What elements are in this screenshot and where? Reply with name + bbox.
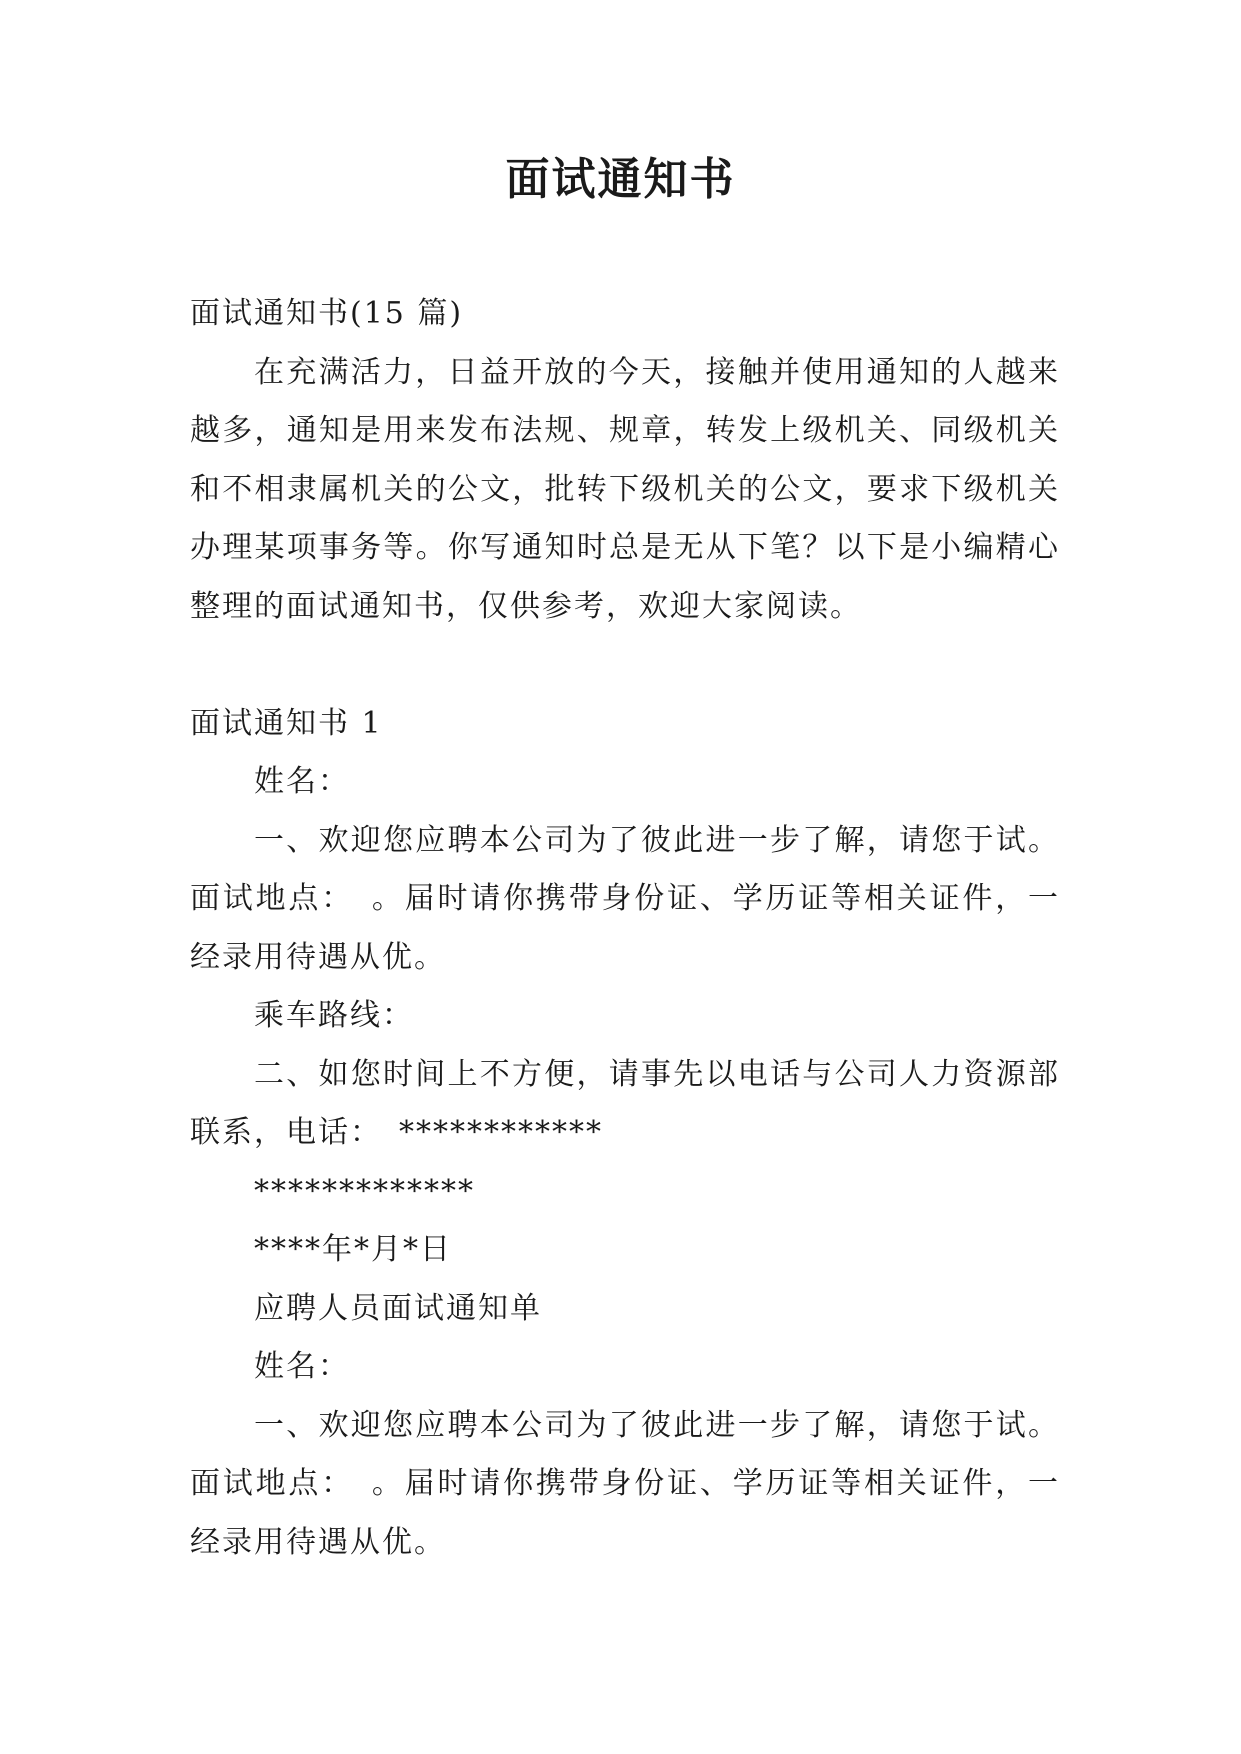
document-title: 面试通知书 — [505, 154, 736, 205]
item-one-repeat-paragraph: 一、欢迎您应聘本公司为了彼此进一步了解，请您于试。面试地点： 。届时请你携带身份证、学历证等相关证件，一经录用待遇从优。 — [190, 1407, 1060, 1560]
item-one-paragraph: 一、欢迎您应聘本公司为了彼此进一步了解，请您于试。面试地点： 。届时请你携带身份证、学历证等相关证件，一经录用待遇从优。 — [190, 822, 1060, 975]
date-line: ****年*月*日 — [254, 1232, 452, 1267]
document-subtitle: 面试通知书(15 篇) — [190, 296, 464, 331]
route-label: 乘车路线： — [254, 998, 414, 1033]
name-label-repeat: 姓名： — [254, 1349, 350, 1384]
section-heading: 面试通知书 1 — [190, 705, 383, 741]
item-two-paragraph: 二、如您时间上不方便，请事先以电话与公司人力资源部联系，电话： ************ — [190, 1056, 1060, 1150]
document-body — [190, 285, 1060, 1572]
intro-paragraph: 在充满活力，日益开放的今天，接触并使用通知的人越来越多，通知是用来发布法规、规章，转发上级机关、同级机关和不相隶属机关的公文，批转下级机关的公文，要求下级机关办理某项事务等。你写通知时总是无从下笔？以下是小编精心整理的面试通知书，仅供参考，欢迎大家阅读。 — [190, 354, 1060, 624]
form-title: 应聘人员面试通知单 — [254, 1290, 542, 1326]
signature-line: ************* — [254, 1173, 475, 1209]
name-label: 姓名： — [254, 764, 350, 799]
